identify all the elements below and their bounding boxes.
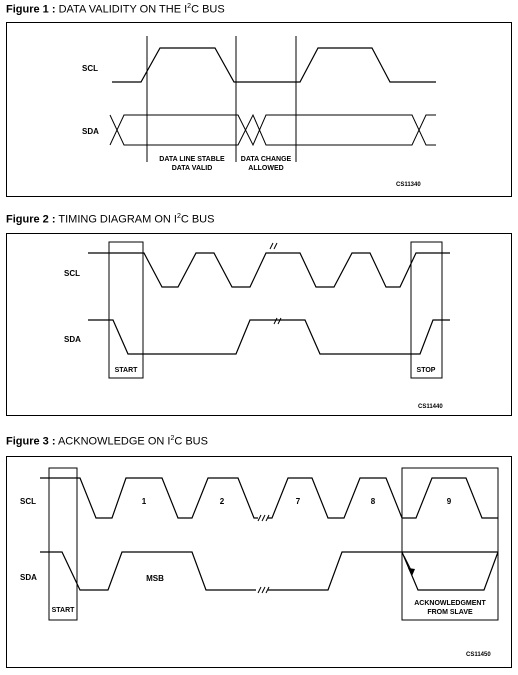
figure3-pulse-9: 9 [446, 497, 452, 506]
figure1-stable-label-1: DATA LINE STABLE [159, 156, 225, 163]
figure2-caption-tail: C BUS [180, 213, 215, 226]
figure3-pulse-7: 7 [295, 497, 301, 506]
figure3-pulse-8: 8 [370, 497, 376, 506]
figure1-sda-label: SDA [82, 127, 99, 136]
figure2-sda-label: SDA [64, 335, 81, 344]
figure1-stable-label-2: DATA VALID [171, 165, 213, 172]
figure3-ack-box [402, 468, 498, 620]
figure2-caption-sup: 2 [176, 213, 181, 220]
figure3-ack-label-1: ACKNOWLEDGMENT [414, 600, 486, 607]
figure3-msb-label: MSB [146, 574, 164, 583]
figure3-scl-label: SCL [20, 497, 36, 506]
figure3-pulse-2: 2 [219, 497, 225, 506]
figure3-code: CS11450 [466, 652, 491, 658]
figure1-change-label-2: ALLOWED [248, 165, 284, 172]
figure2-caption-main: TIMING DIAGRAM ON I [58, 213, 177, 226]
figure3-caption-tail: C BUS [174, 435, 208, 448]
figure2-stop-label: STOP [416, 367, 436, 374]
figure2-scl-label: SCL [64, 269, 80, 278]
figure2-start-label: START [114, 367, 138, 374]
figure1-scl-label: SCL [82, 64, 98, 73]
figure3-scl-break-mark [258, 515, 269, 521]
figure1-change-label-1: DATA CHANGE [240, 156, 292, 163]
figure3-sda-label: SDA [20, 573, 37, 582]
figure3-ack-label-2: FROM SLAVE [427, 609, 473, 616]
figure3-caption-prefix: Figure 3 : [6, 435, 56, 448]
figure1-caption-prefix: Figure 1 : [6, 3, 56, 16]
figure3-caption-sup: 2 [170, 435, 175, 442]
figure2-code: CS11440 [418, 404, 443, 410]
figure3-scl-waveform [40, 478, 498, 518]
figure1-caption-main: DATA VALIDITY ON THE I [58, 3, 188, 16]
figure3-sda-break-mark [258, 587, 269, 593]
figure3-start-box [49, 468, 77, 620]
figure1-caption-tail: C BUS [191, 3, 225, 16]
figure2-caption-prefix: Figure 2 : [6, 213, 56, 226]
figure1-code: CS11340 [396, 182, 421, 188]
figure3-caption-main: ACKNOWLEDGE ON I [57, 435, 171, 448]
figure3-ack-arrow-head [408, 568, 415, 576]
figure3-sda-waveform [40, 552, 498, 590]
figure1-caption-sup: 2 [187, 3, 192, 10]
figure3-start-label: START [51, 607, 75, 614]
figure3-pulse-1: 1 [141, 497, 147, 506]
